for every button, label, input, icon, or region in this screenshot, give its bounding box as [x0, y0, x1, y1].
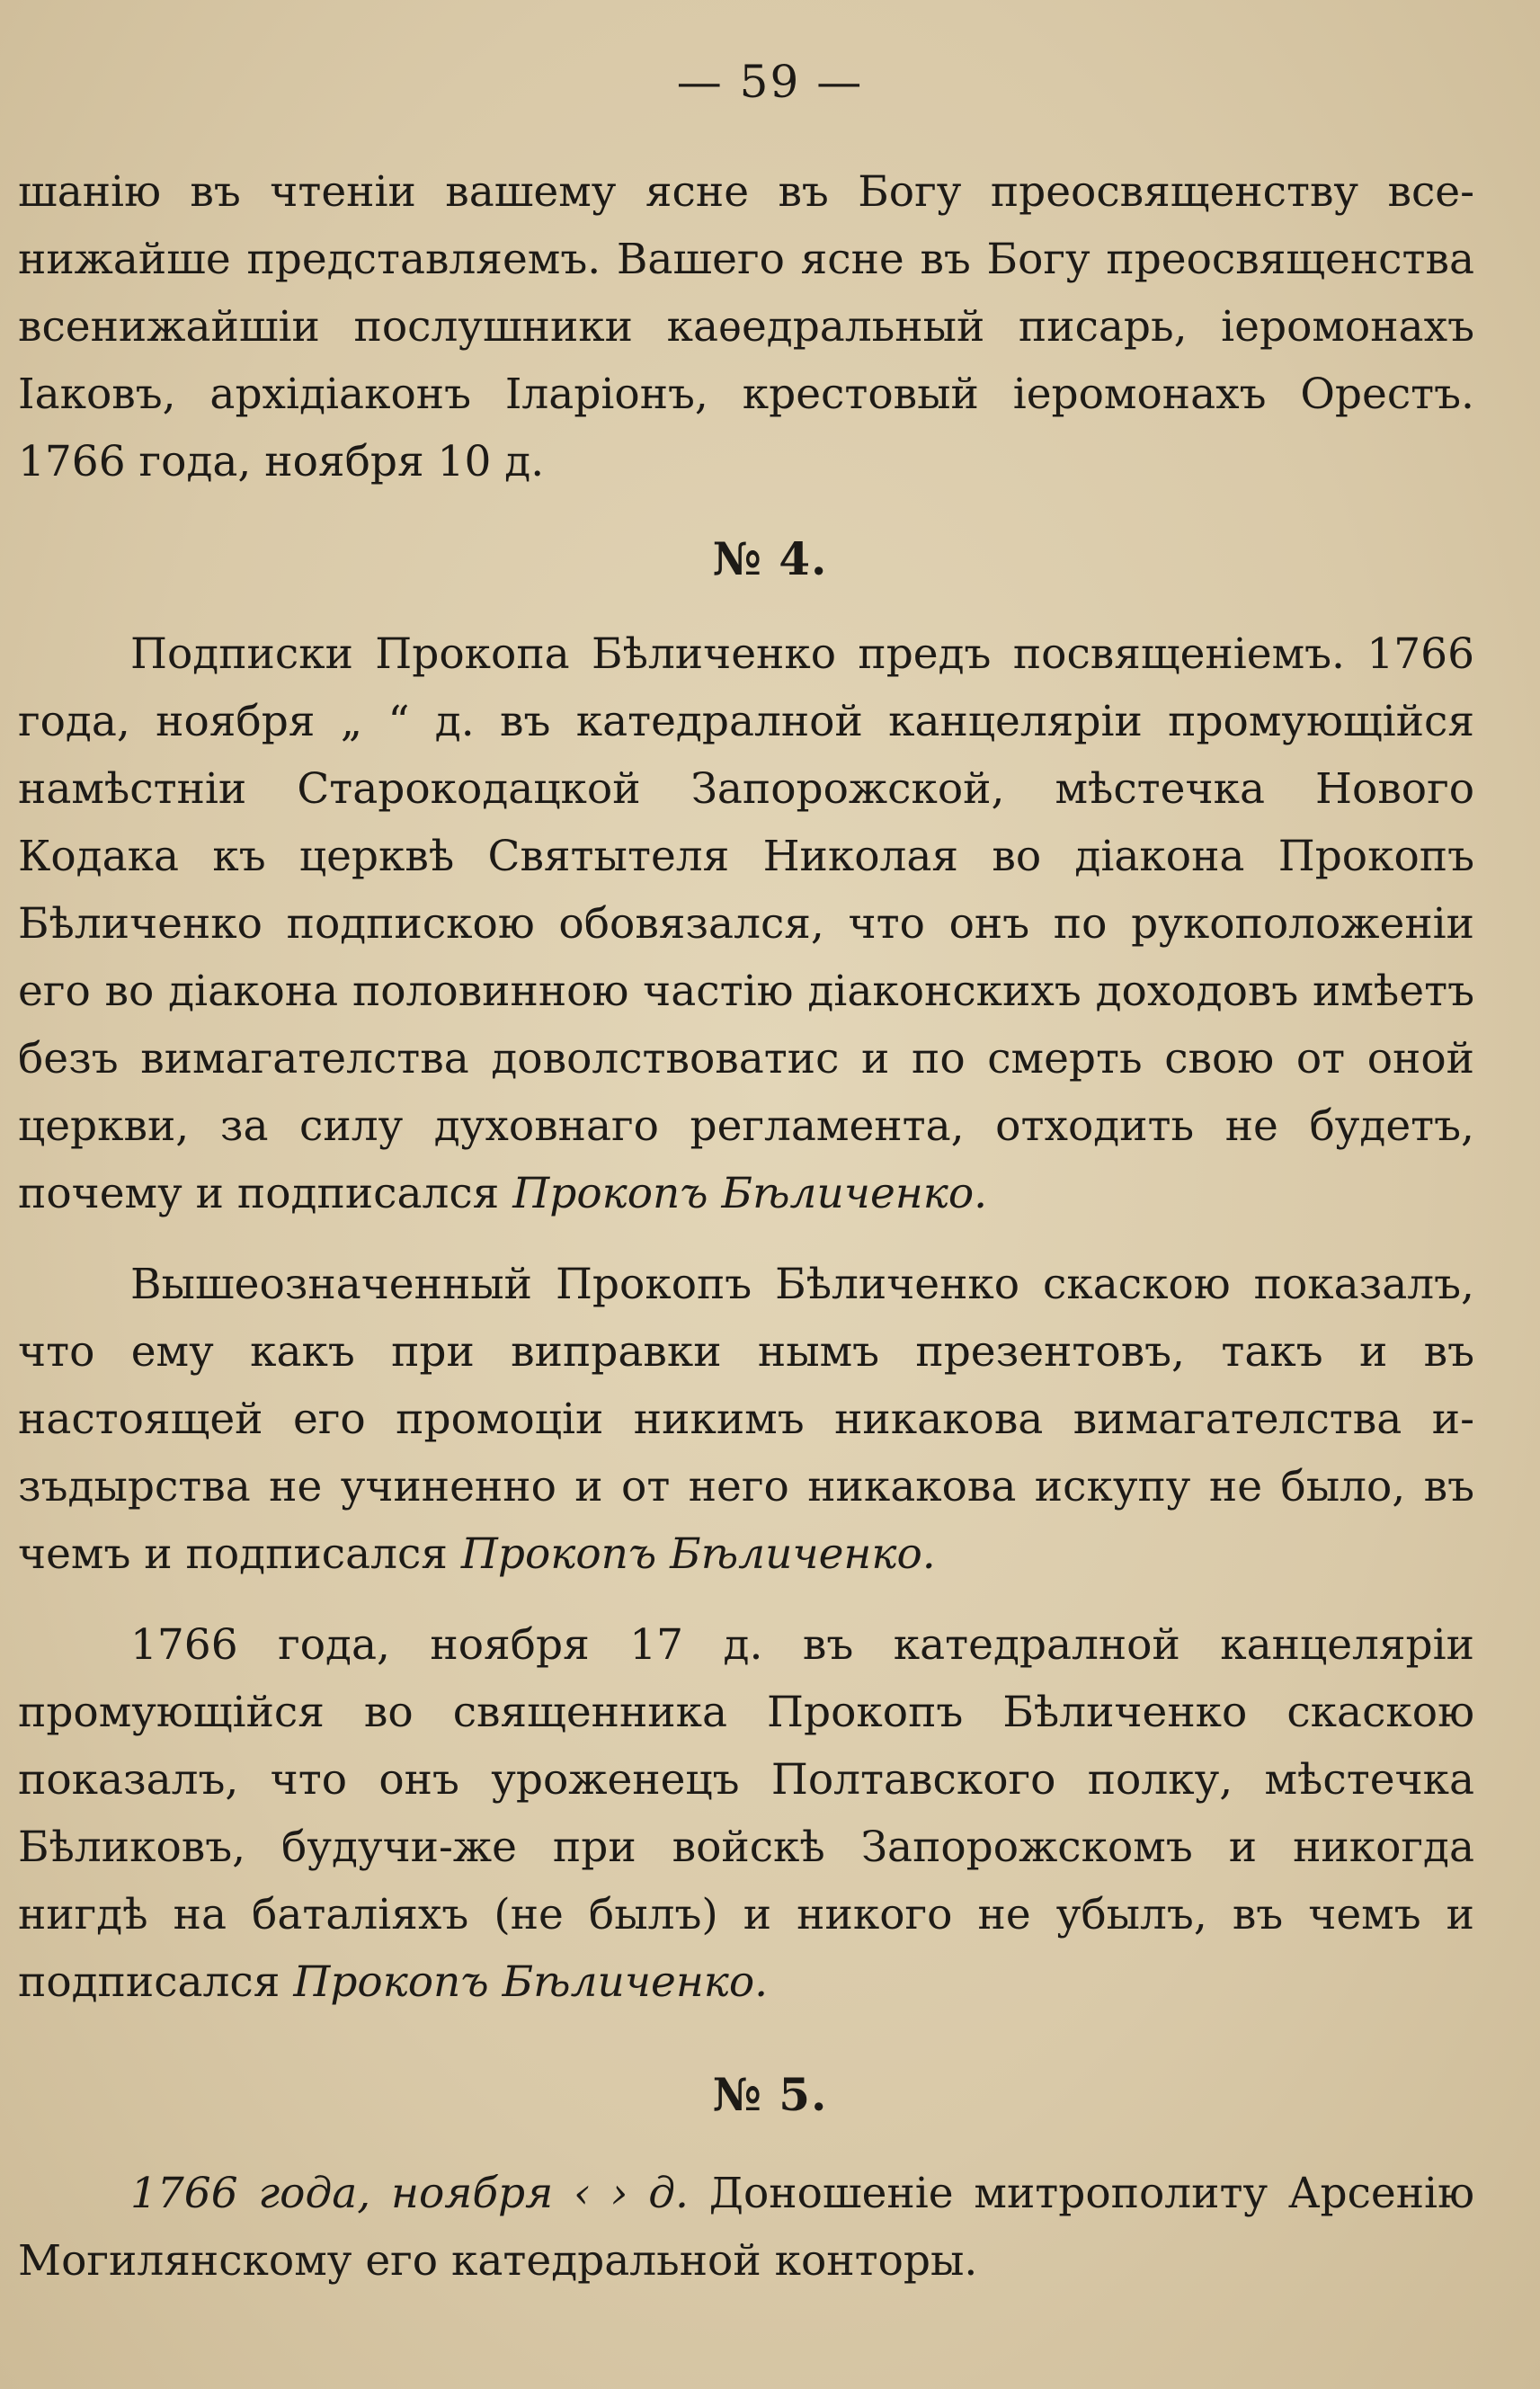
section-4-body	[18, 620, 1474, 2016]
section-4-heading: № 4.	[712, 532, 828, 585]
section-5-heading: № 5.	[712, 2068, 828, 2121]
signature-prokop-2: Прокопъ Бѣличенко.	[460, 1529, 936, 1579]
paragraph-gap	[18, 1588, 1474, 1611]
page-number: — 59 —	[676, 56, 864, 108]
continuation-paragraph: шанію въ чтеніи вашему ясне въ Богу преосвященству всенижайше представляемъ. Вашего ясне въ Богу преосвященства всенижайшіи послушники каѳедральный писарь, іеромонахъ Іаковъ, архідіаконъ Іларіонъ, крестовый іеромонахъ Орестъ. 1766 года, ноября 10 д.	[18, 167, 1474, 486]
section-4-paragraph-2	[18, 1251, 1474, 1588]
signature-prokop-1: Прокопъ Бѣличенко.	[512, 1169, 988, 1218]
section-5-paragraph	[18, 2160, 1474, 2295]
paragraph-3-text: 1766 года, ноября 17 д. въ катедралной канцеляріи промующійся во священника Прокопъ Бѣличенко скаскою показалъ, что онъ уроженецъ Полтавского полку, мѣстечка Бѣликовъ, будучи-же при войскѣ Запорожскомъ и никогда нигдѣ на баталіяхъ (не былъ) и никого не убылъ, въ чемъ и подписался	[18, 1620, 1474, 2007]
paragraph-gap	[18, 1227, 1474, 1251]
paragraph-2-text: Вышеозначенный Прокопъ Бѣличенко скаскою показалъ, что ему какъ при виправки нымъ презентовъ, такъ и въ настоящей его промоціи никимъ никакова вимагателства изъдырства не учиненно и от него никакова искупу не было, въ чемъ и подписался	[18, 1260, 1474, 1579]
paragraph-1-text: Подписки Прокопа Бѣличенко предъ посвященіемъ. 1766 года, ноября „ “ д. въ катедралной канцеляріи промующійся намѣстніи Старокодацкой Запорожской, мѣстечка Нового Кодака къ церквѣ Святытеля Николая во діакона Прокопъ Бѣличенко подпискою обовязался, что онъ по рукоположеніи его во діакона половинною частію діаконскихъ доходовъ имѣетъ безъ вимагателства доволствоватис и по смерть свою от оной церкви, за силу духовнаго регламента, отходить не будетъ, почему и подписался	[18, 629, 1474, 1218]
signature-prokop-3: Прокопъ Бѣличенко.	[293, 1957, 769, 2007]
section-5-body	[18, 2160, 1474, 2295]
section-4-paragraph-3	[18, 1611, 1474, 2016]
section-4-heading-wrap	[0, 532, 1540, 585]
section-5-text: Доношеніе митрополиту Арсенію Могилянскому его катедральной конторы.	[18, 2169, 1475, 2286]
continuation-block	[18, 158, 1474, 495]
section-4-paragraph-1	[18, 620, 1474, 1227]
section-5-heading-wrap	[0, 2068, 1540, 2121]
section-5-date: 1766 года, ноября ‹ › д.	[130, 2169, 689, 2218]
